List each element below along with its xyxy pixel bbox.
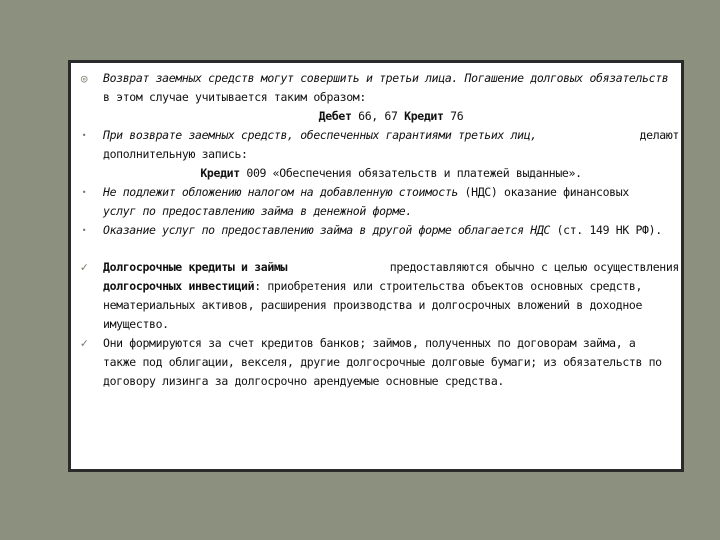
dot-bullet-icon: • bbox=[81, 131, 87, 140]
circle-bullet-icon: ◎ bbox=[80, 72, 88, 85]
paragraph-line: Долгосрочные кредиты и займы предоставляются обычно с целью осуществления bbox=[103, 260, 679, 274]
checkmark-bullet-icon: ✓ bbox=[80, 260, 88, 274]
accounting-entry: Дебет 66, 67 Кредит 76 bbox=[318, 109, 464, 123]
paragraph-line: нематериальных активов, расширения производства и долгосрочных вложений в доходное bbox=[103, 298, 643, 312]
accounting-entry: Кредит 009 «Обеспечения обязательств и платежей выданные». bbox=[200, 166, 582, 180]
paragraph-line: также под облигации, векселя, другие долгосрочные долговые бумаги; из обязательств по bbox=[103, 355, 662, 369]
paragraph-line: Возврат заемных средств могут совершить и третьи лица. Погашение долговых обязательств bbox=[103, 71, 669, 85]
slide-frame-top bbox=[0, 0, 720, 40]
paragraph-line: долгосрочных инвестиций: приобретения или строительства объектов основных средств, bbox=[103, 279, 643, 293]
paragraph-line: договору лизинга за долгосрочно арендуемые основные средства. bbox=[103, 374, 504, 388]
paragraph-line: При возврате заемных средств, обеспеченных гарантиями третьих лиц, делают bbox=[103, 128, 679, 142]
dot-bullet-icon: • bbox=[81, 226, 87, 235]
slide-content bbox=[80, 69, 679, 391]
list-item bbox=[81, 183, 679, 221]
paragraph-line: имущество. bbox=[103, 317, 169, 331]
checkmark-bullet-icon: ✓ bbox=[80, 336, 88, 350]
list-item bbox=[80, 258, 679, 334]
paragraph-line: в этом случае учитывается таким образом: bbox=[103, 90, 366, 104]
dot-bullet-icon: • bbox=[81, 188, 87, 197]
paragraph-line: Они формируются за счет кредитов банков; займов, полученных по договорам займа, а bbox=[103, 336, 636, 350]
paragraph-line: услуг по предоставлению займа в денежной форме. bbox=[103, 204, 412, 218]
list-item bbox=[81, 221, 679, 240]
paragraph-line: дополнительную запись: bbox=[103, 147, 248, 161]
slide-panel bbox=[68, 60, 684, 472]
spacer bbox=[103, 240, 679, 258]
list-item bbox=[80, 334, 679, 391]
list-item bbox=[80, 69, 679, 126]
slide-frame-left bbox=[0, 0, 70, 540]
paragraph-line: Не подлежит обложению налогом на добавленную стоимость (НДС) оказание финансовых bbox=[103, 185, 629, 199]
list-item bbox=[81, 126, 679, 183]
paragraph-line: Оказание услуг по предоставлению займа в другой форме облагается НДС (ст. 149 НК РФ). bbox=[103, 223, 662, 237]
